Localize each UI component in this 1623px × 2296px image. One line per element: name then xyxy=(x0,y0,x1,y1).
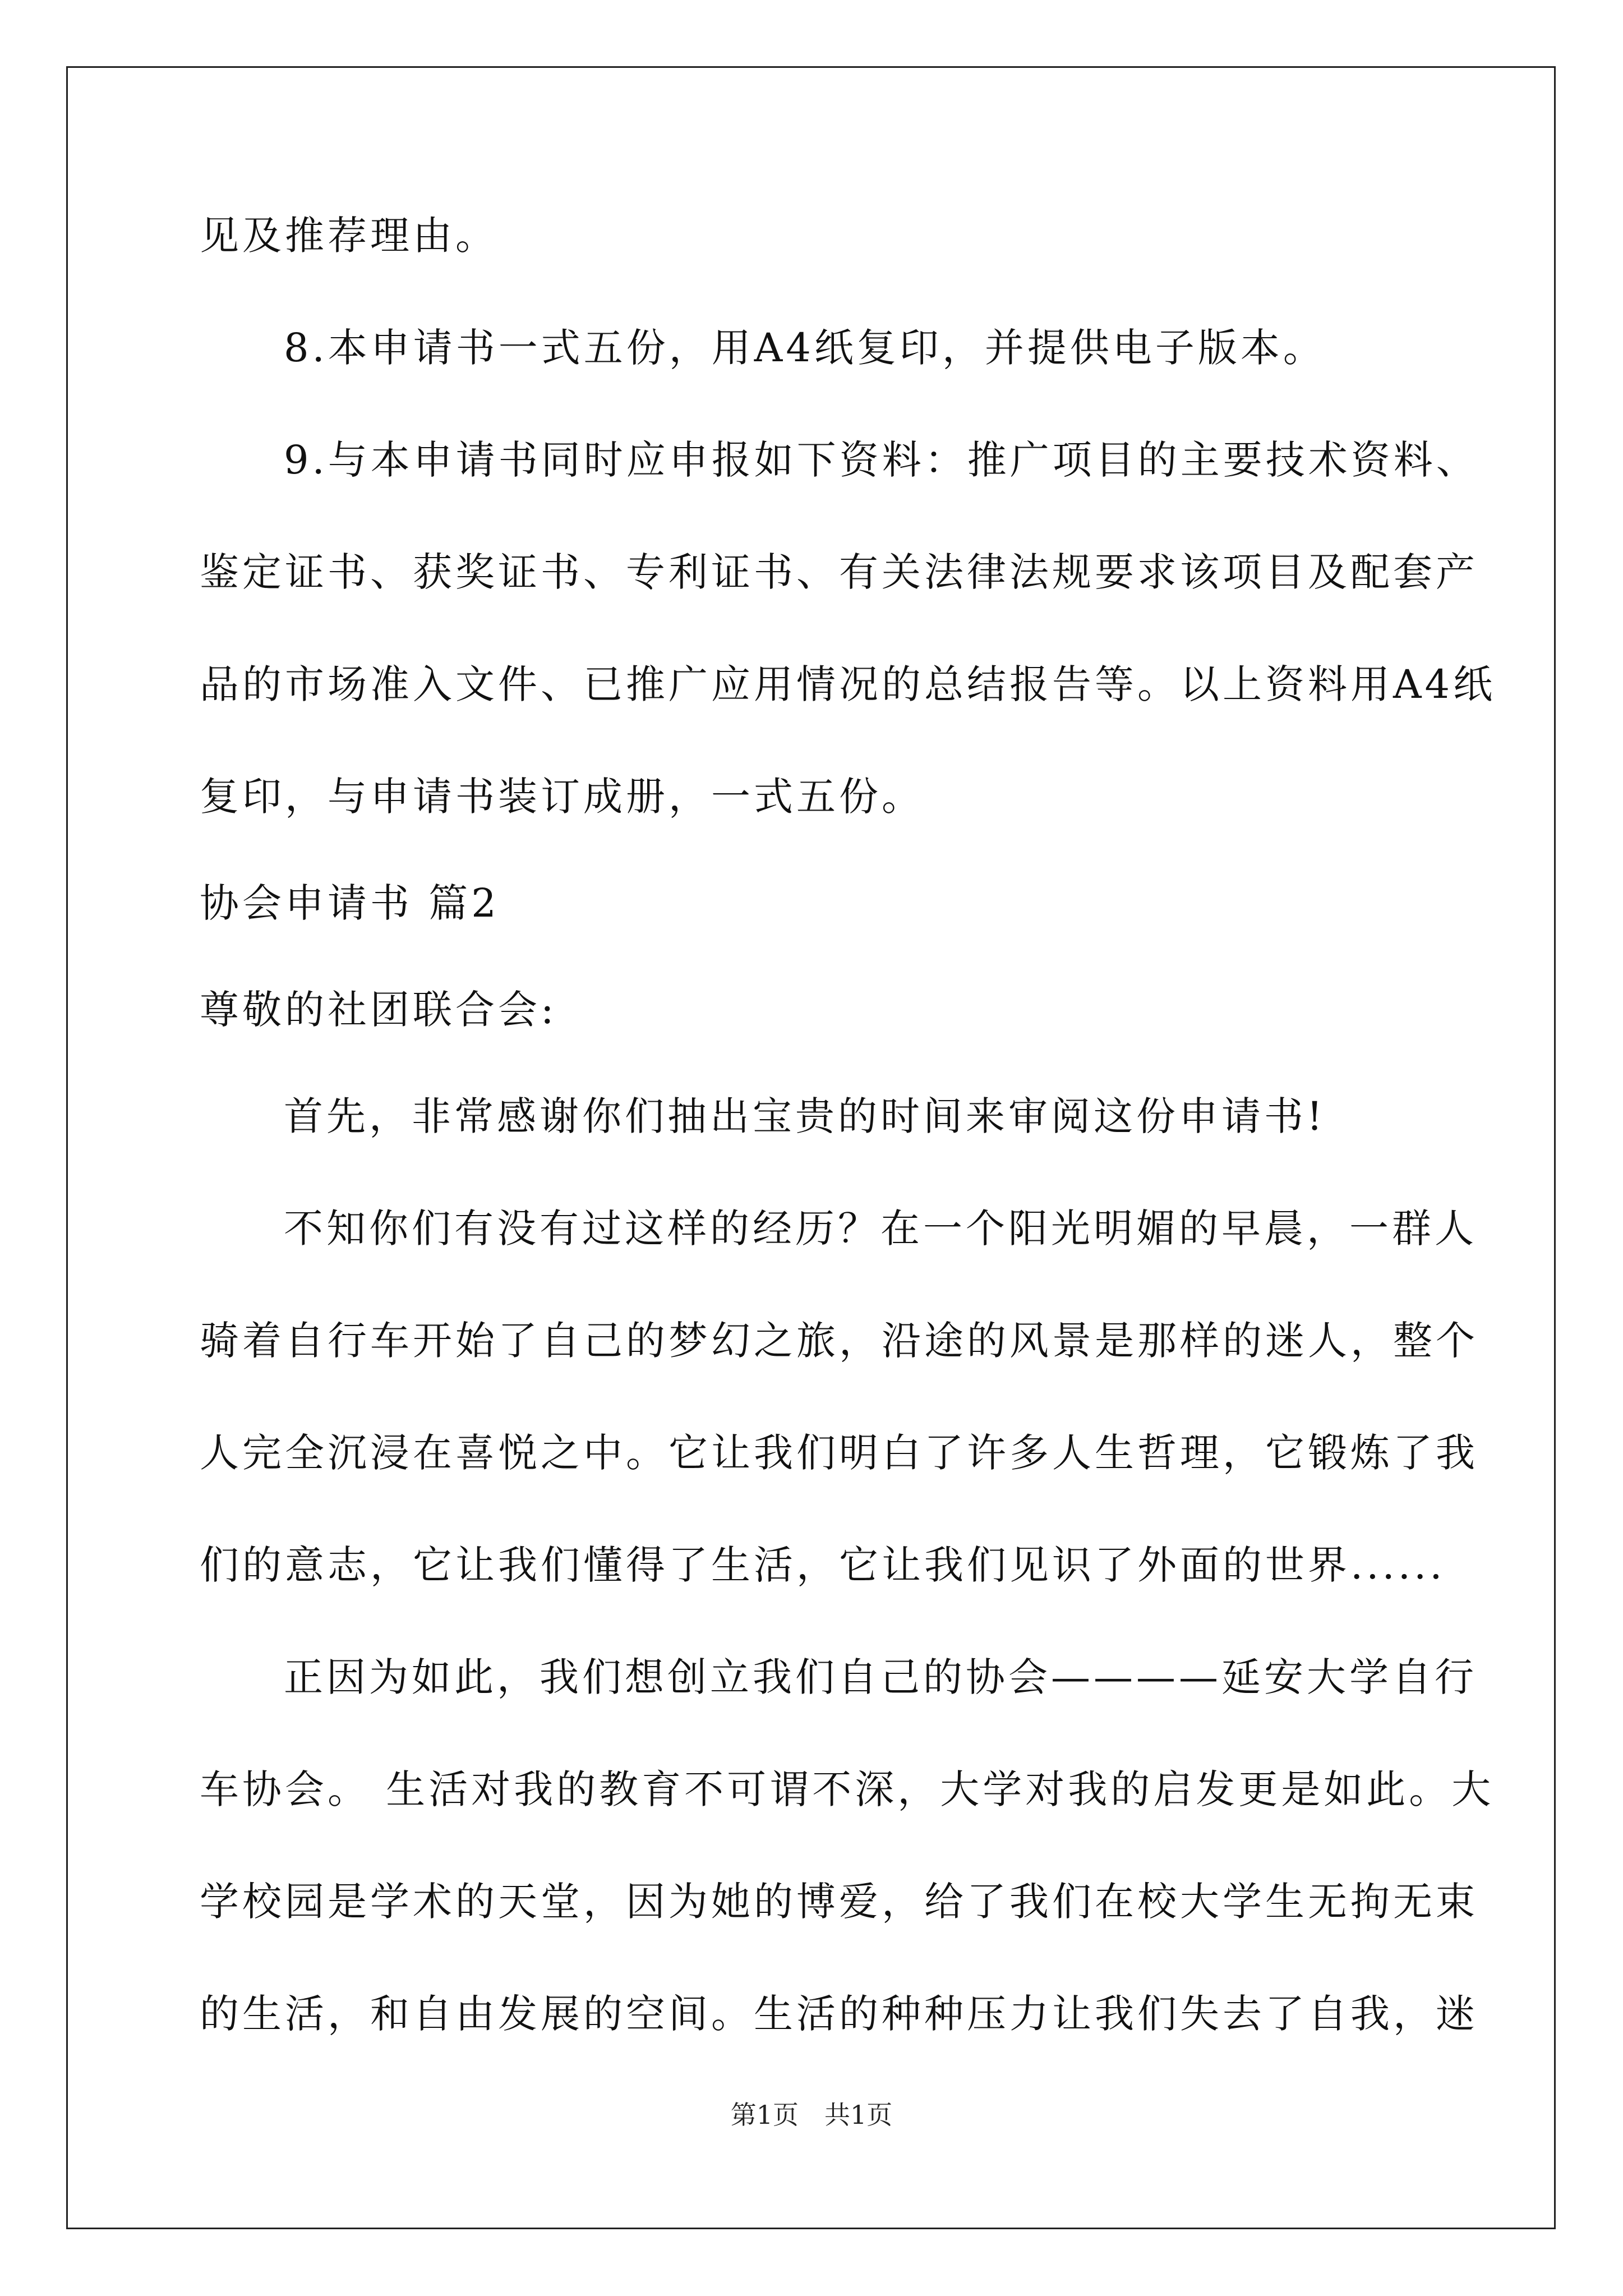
text-line: 人完全沉浸在喜悦之中。它让我们明白了许多人生哲理，它锻炼了我 xyxy=(200,1430,1478,1476)
section-heading: 协会申请书 篇2 xyxy=(200,880,500,926)
text-line: 们的意志，它让我们懂得了生活，它让我们见识了外面的世界...... xyxy=(200,1542,1446,1588)
text-line: 品的市场准入文件、已推广应用情况的总结报告等。以上资料用A4纸 xyxy=(200,661,1496,707)
list-item-9: 9.与本申请书同时应申报如下资料：推广项目的主要技术资料、 xyxy=(284,437,1479,483)
text-line: 学校园是学术的天堂，因为她的博爱，给了我们在校大学生无拘无束 xyxy=(200,1879,1478,1925)
text-line: 车协会。 生活对我的教育不可谓不深，大学对我的启发更是如此。大 xyxy=(200,1766,1495,1812)
list-item-8: 8.本申请书一式五份，用A4纸复印，并提供电子版本。 xyxy=(284,325,1326,371)
text-line: 鉴定证书、获奖证书、专利证书、有关法律法规要求该项目及配套产 xyxy=(200,549,1478,595)
text-line: 复印，与申请书装订成册，一式五份。 xyxy=(200,774,924,820)
paragraph-start: 首先，非常感谢你们抽出宝贵的时间来审阅这份申请书! xyxy=(284,1093,1326,1139)
text-line: 骑着自行车开始了自己的梦幻之旅，沿途的风景是那样的迷人，整个 xyxy=(200,1318,1478,1364)
salutation: 尊敬的社团联合会: xyxy=(200,987,557,1033)
text-line: 见及推荐理由。 xyxy=(200,213,498,259)
paragraph-start: 不知你们有没有过这样的经历？在一个阳光明媚的早晨，一群人 xyxy=(284,1205,1477,1251)
paragraph-start: 正因为如此，我们想创立我们自己的协会————延安大学自行 xyxy=(284,1654,1477,1700)
page-footer: 第1页 共1页 xyxy=(730,2100,893,2130)
text-line: 的生活，和自由发展的空间。生活的种种压力让我们失去了自我，迷 xyxy=(200,1991,1478,2037)
